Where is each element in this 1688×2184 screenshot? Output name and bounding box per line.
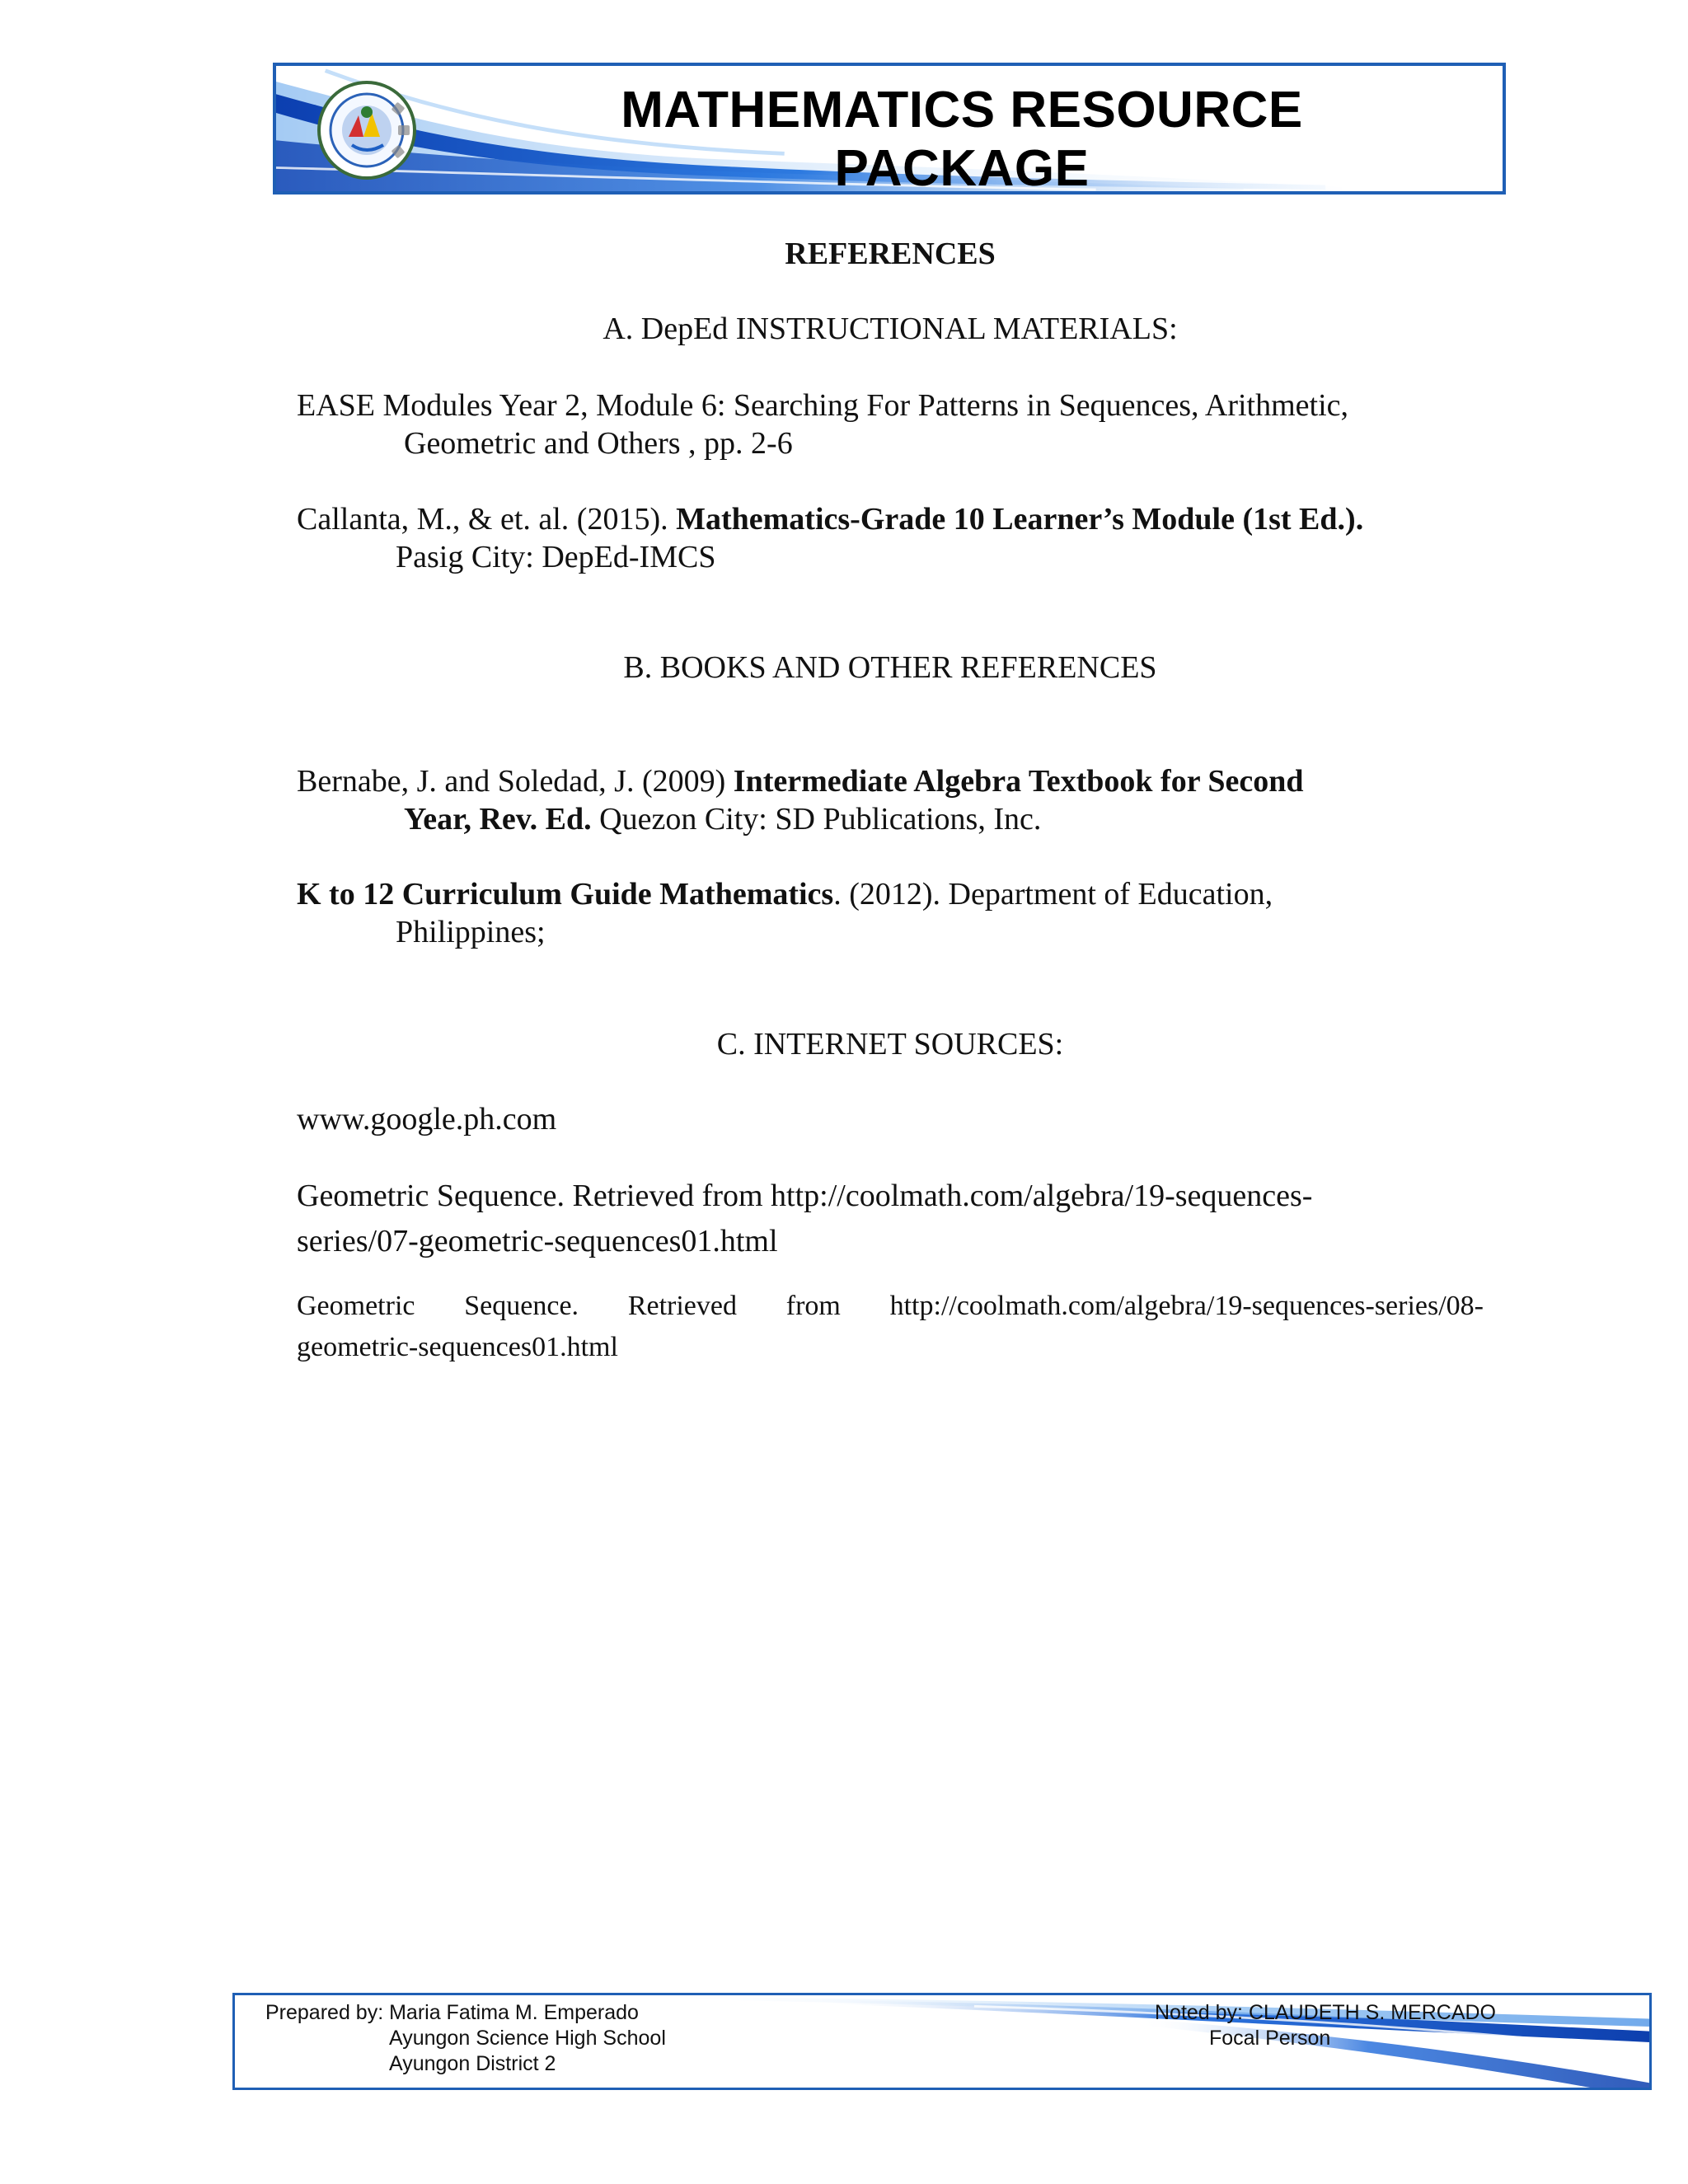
reference-word: Retrieved [627, 1291, 737, 1321]
noted-by-name: Noted by: CLAUDETH S. MERCADO [1155, 2001, 1496, 2024]
reference-line: Bernabe, J. and Soledad, J. (2009) [297, 764, 734, 799]
prepared-by-name: Prepared by: Maria Fatima M. Emperado [265, 2001, 639, 2024]
deped-seal-logo [316, 79, 418, 181]
document-title: MATHEMATICS RESOURCE PACKAGE [621, 82, 1303, 194]
reference-line: geometric-sequences01.html [297, 1332, 618, 1362]
reference-line: Pasig City: DepEd-IMCS [396, 540, 716, 574]
reference-word: http://coolmath.com/algebra/19-sequences-series/08- [889, 1291, 1484, 1321]
prepared-by-school: Ayungon Science High School [389, 2027, 666, 2050]
reference-coolmath-08 [297, 1286, 1484, 1368]
reference-ease-modules [297, 387, 1484, 462]
justified-line [297, 1286, 1484, 1327]
noted-by-role: Focal Person [1209, 2027, 1331, 2050]
footer-banner [232, 1993, 1652, 2090]
reference-google: www.google.ph.com [297, 1102, 557, 1137]
reference-word: from [785, 1291, 841, 1321]
reference-line: Philippines; [396, 915, 546, 949]
section-a-heading: A. DepEd INSTRUCTIONAL MATERIALS: [603, 312, 1178, 346]
reference-line: Geometric Sequence. Retrieved from http://coolmath.com/algebra/19-sequences- [297, 1179, 1313, 1213]
reference-line: Callanta, M., & et. al. (2015). [297, 502, 677, 537]
prepared-by-block [265, 2000, 666, 2077]
reference-line: series/07-geometric-sequences01.html [297, 1224, 778, 1258]
reference-title: K to 12 Curriculum Guide Mathematics [297, 877, 834, 912]
reference-title: Year, Rev. Ed. [404, 802, 592, 837]
noted-by-block [1155, 2000, 1496, 2051]
reference-title: Mathematics-Grade 10 Learner’s Module (1st Ed.). [676, 502, 1364, 537]
reference-word: Sequence. [464, 1291, 579, 1321]
reference-line: Geometric and Others , pp. 2-6 [404, 426, 793, 461]
header-banner [273, 63, 1506, 194]
reference-line: EASE Modules Year 2, Module 6: Searching For Patterns in Sequences, Arithmetic, [297, 388, 1349, 423]
prepared-by-district: Ayungon District 2 [389, 2052, 556, 2075]
reference-line: Quezon City: SD Publications, Inc. [591, 802, 1042, 837]
reference-word: Geometric [297, 1291, 415, 1321]
reference-line: . (2012). Department of Education, [833, 877, 1273, 912]
reference-callanta [297, 500, 1484, 576]
section-b-heading: B. BOOKS AND OTHER REFERENCES [623, 650, 1157, 685]
reference-title: Intermediate Algebra Textbook for Second [733, 764, 1304, 799]
reference-bernabe [297, 762, 1484, 838]
page-heading: REFERENCES [785, 237, 996, 271]
reference-curriculum-guide [297, 875, 1484, 951]
section-c-heading: C. INTERNET SOURCES: [716, 1027, 1064, 1062]
reference-coolmath-07 [297, 1174, 1484, 1264]
